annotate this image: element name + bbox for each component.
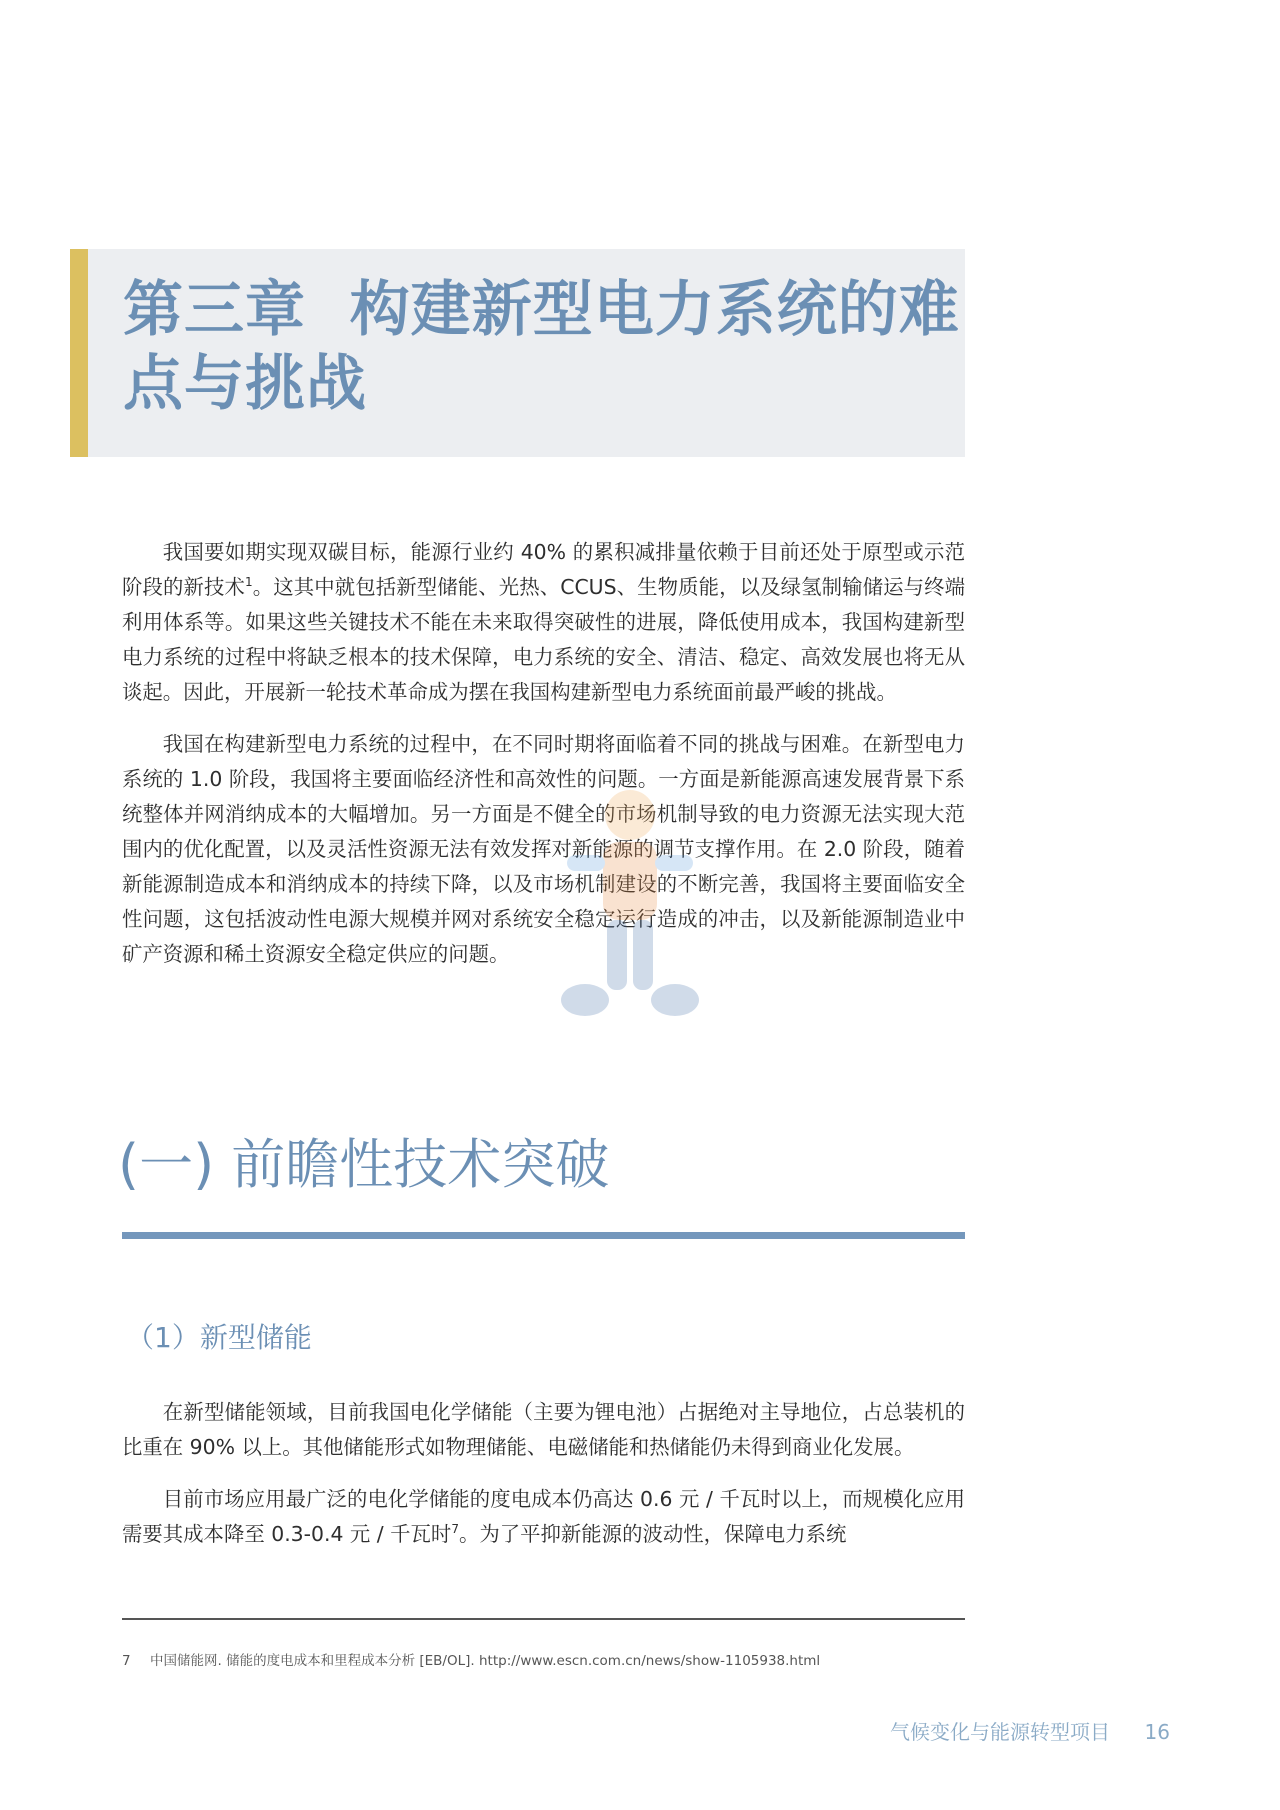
- page-number: 16: [1144, 1720, 1170, 1744]
- subsection-p2-text-b: 。为了平抑新能源的波动性，保障电力系统: [458, 1522, 847, 1546]
- section-title: (一) 前瞻性技术突破: [118, 1133, 610, 1196]
- page-footer: [870, 1716, 1170, 1748]
- chapter-title: [123, 273, 960, 421]
- footer-title: 气候变化与能源转型项目: [890, 1720, 1110, 1744]
- footnote-text: 中国储能网. 储能的度电成本和里程成本分析 [EB/OL]. http://www.escn.com.cn/news/show-1105938.html: [150, 1653, 821, 1669]
- chapter-accent-bar: [70, 249, 88, 457]
- chapter-header: [70, 249, 965, 457]
- subsection-text: [122, 1395, 965, 1569]
- chapter-title-line2: 点与挑战: [123, 349, 367, 419]
- footnote-ref-7: 7: [451, 1522, 459, 1537]
- footnote: [122, 1651, 965, 1671]
- subsection-paragraph-1: 在新型储能领域，目前我国电化学储能（主要为锂电池）占据绝对主导地位，占总装机的比重在 90% 以上。其他储能形式如物理储能、电磁储能和热储能仍未得到商业化发展。: [122, 1400, 965, 1459]
- section-divider: [122, 1232, 965, 1239]
- intro-p1-text-a: 我国要如期实现双碳目标，能源行业约 40% 的累积减排量依赖于目前还处于原型或示范阶段的新技术: [122, 540, 965, 599]
- footnote-divider: [122, 1618, 965, 1620]
- subsection-paragraph-2: [122, 1482, 965, 1552]
- watermark-figure-icon: [515, 780, 745, 1030]
- subsection-p2-text-a: 目前市场应用最广泛的电化学储能的度电成本仍高达 0.6 元 / 千瓦时以上，而规模化应用需要其成本降至 0.3-0.4 元 / 千瓦时: [122, 1487, 965, 1546]
- intro-paragraph-2: 我国在构建新型电力系统的过程中，在不同时期将面临着不同的挑战与困难。在新型电力系统的 1.0 阶段，我国将主要面临经济性和高效性的问题。一方面是新能源高速发展背景下系统整体并网消纳成本的大幅增加。另一方面是不健全的市场机制导致的电力资源无法实现大范围内的优化配置，以及灵活性资源无法有效发挥对新能源的调节支撑作用。在 2.0 阶段，随着新能源制造成本和消纳成本的持续下降，以及市场机制建设的不断完善，我国将主要面临安全性问题，这包括波动性电源大规模并网对系统安全稳定运行造成的冲击，以及新能源制造业中矿产资源和稀土资源安全稳定供应的问题。: [122, 732, 965, 966]
- intro-paragraph-1: [122, 535, 965, 710]
- footnote-ref-1: 1: [245, 575, 253, 590]
- chapter-title-line1: 第三章 构建新型电力系统的难: [123, 275, 960, 345]
- subsection-title: （1）新型储能: [126, 1321, 312, 1354]
- footnote-number: 7: [122, 1653, 131, 1669]
- intro-p1-text-b: 。这其中就包括新型储能、光热、CCUS、生物质能，以及绿氢制输储运与终端利用体系等。如果这些关键技术不能在未来取得突破性的进展，降低使用成本，我国构建新型电力系统的过程中将缺乏根本的技术保障，电力系统的安全、清洁、稳定、高效发展也将无从谈起。因此，开展新一轮技术革命成为摆在我国构建新型电力系统面前最严峻的挑战。: [122, 575, 966, 704]
